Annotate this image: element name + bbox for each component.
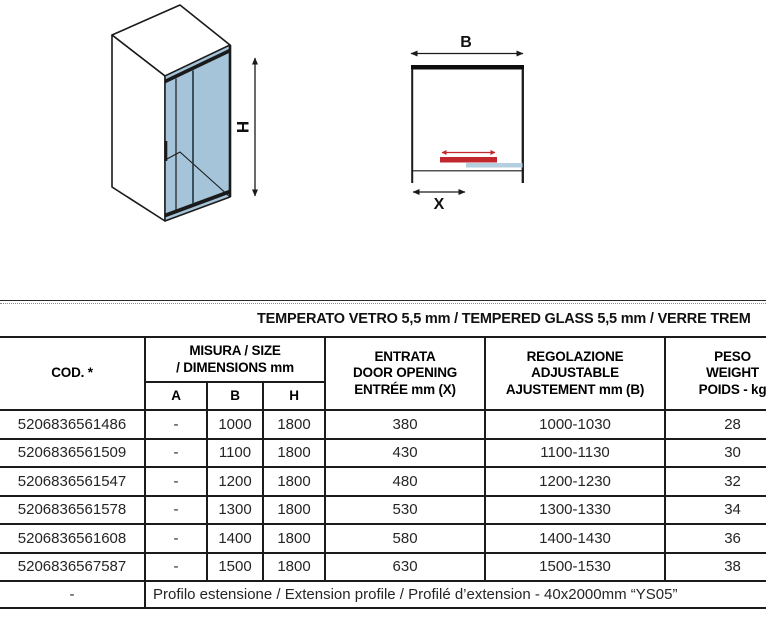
cell-weight: 36 (665, 524, 766, 553)
fixed-panel-bar (466, 163, 523, 168)
table-row (0, 524, 766, 553)
extension-profile-row (0, 581, 766, 608)
extension-profile-text: Profilo estensione / Extension profile / Profilé d’extension - 40x2000mm “YS05” (145, 581, 766, 608)
wall-top-bar (411, 65, 524, 70)
cell-a: - (145, 553, 207, 582)
cell-b: 1500 (207, 553, 263, 582)
cell-cod: - (0, 581, 145, 608)
regolazione-line-2: ADJUSTABLE (531, 365, 619, 381)
sub-header-h: H (263, 382, 325, 410)
cell-h: 1800 (263, 439, 325, 468)
sub-header-a: A (145, 382, 207, 410)
h-dimension-label: H (233, 120, 252, 134)
sliding-door-bar (440, 157, 497, 163)
col-header-peso (665, 337, 766, 410)
b-dimension-label: B (460, 34, 472, 51)
cell-weight: 32 (665, 467, 766, 496)
cell-adjust: 1400-1430 (485, 524, 665, 553)
cell-b: 1300 (207, 496, 263, 525)
door-handle (164, 141, 167, 161)
cell-cod: 5206836561578 (0, 496, 145, 525)
peso-line-1: PESO (714, 349, 751, 365)
cell-h: 1800 (263, 467, 325, 496)
entrata-line-2: DOOR OPENING (352, 365, 458, 381)
cell-weight: 28 (665, 410, 766, 439)
top-view-schematic (411, 34, 524, 213)
technical-diagrams (0, 0, 766, 300)
table-row (0, 410, 766, 439)
sub-header-b: B (207, 382, 263, 410)
cell-h: 1800 (263, 524, 325, 553)
cell-cod: 5206836561608 (0, 524, 145, 553)
col-header-cod (0, 337, 145, 410)
cell-adjust: 1100-1130 (485, 439, 665, 468)
cell-b: 1100 (207, 439, 263, 468)
table-row (0, 467, 766, 496)
cell-a: - (145, 467, 207, 496)
cell-opening: 480 (325, 467, 485, 496)
cell-h: 1800 (263, 553, 325, 582)
cell-weight: 30 (665, 439, 766, 468)
regolazione-line-3: AJUSTEMENT mm (B) (505, 381, 645, 397)
entrata-line-1: ENTRATA (374, 349, 436, 365)
cell-a: - (145, 410, 207, 439)
cell-a: - (145, 439, 207, 468)
cell-weight: 38 (665, 553, 766, 582)
cell-a: - (145, 496, 207, 525)
misura-line-1: MISURA / SIZE (189, 343, 281, 359)
cell-cod: 5206836561486 (0, 410, 145, 439)
table-row (0, 439, 766, 468)
peso-line-2: WEIGHT (706, 365, 759, 381)
cell-cod: 5206836567587 (0, 553, 145, 582)
misura-line-2: / DIMENSIONS mm (176, 359, 294, 375)
top-rule-solid (0, 300, 766, 301)
cell-h: 1800 (263, 410, 325, 439)
cell-opening: 380 (325, 410, 485, 439)
entrata-line-3: ENTRÉE mm (X) (354, 381, 456, 397)
cell-cod: 5206836561509 (0, 439, 145, 468)
col-header-misura (145, 337, 325, 382)
cell-opening: 530 (325, 496, 485, 525)
peso-line-3: POIDS - kg (698, 381, 766, 397)
cell-adjust: 1000-1030 (485, 410, 665, 439)
glass-type-title: TEMPERATO VETRO 5,5 mm / TEMPERED GLASS 5,5 mm / VERRE TREM (257, 311, 751, 327)
cell-weight: 34 (665, 496, 766, 525)
cod-header-label: COD. * (51, 365, 93, 381)
table-row (0, 496, 766, 525)
cell-b: 1200 (207, 467, 263, 496)
spec-table (0, 336, 766, 609)
cell-adjust: 1500-1530 (485, 553, 665, 582)
regolazione-line-1: REGOLAZIONE (526, 349, 624, 365)
table-row (0, 553, 766, 582)
cell-b: 1400 (207, 524, 263, 553)
cell-h: 1800 (263, 496, 325, 525)
cell-cod: 5206836561547 (0, 467, 145, 496)
col-header-regolazione (485, 337, 665, 410)
x-dimension-label: X (433, 196, 445, 213)
cell-adjust: 1200-1230 (485, 467, 665, 496)
cell-adjust: 1300-1330 (485, 496, 665, 525)
cell-b: 1000 (207, 410, 263, 439)
shower-door-isometric (112, 5, 255, 221)
cell-opening: 580 (325, 524, 485, 553)
cell-a: - (145, 524, 207, 553)
col-header-entrata (325, 337, 485, 410)
cell-opening: 630 (325, 553, 485, 582)
cell-opening: 430 (325, 439, 485, 468)
